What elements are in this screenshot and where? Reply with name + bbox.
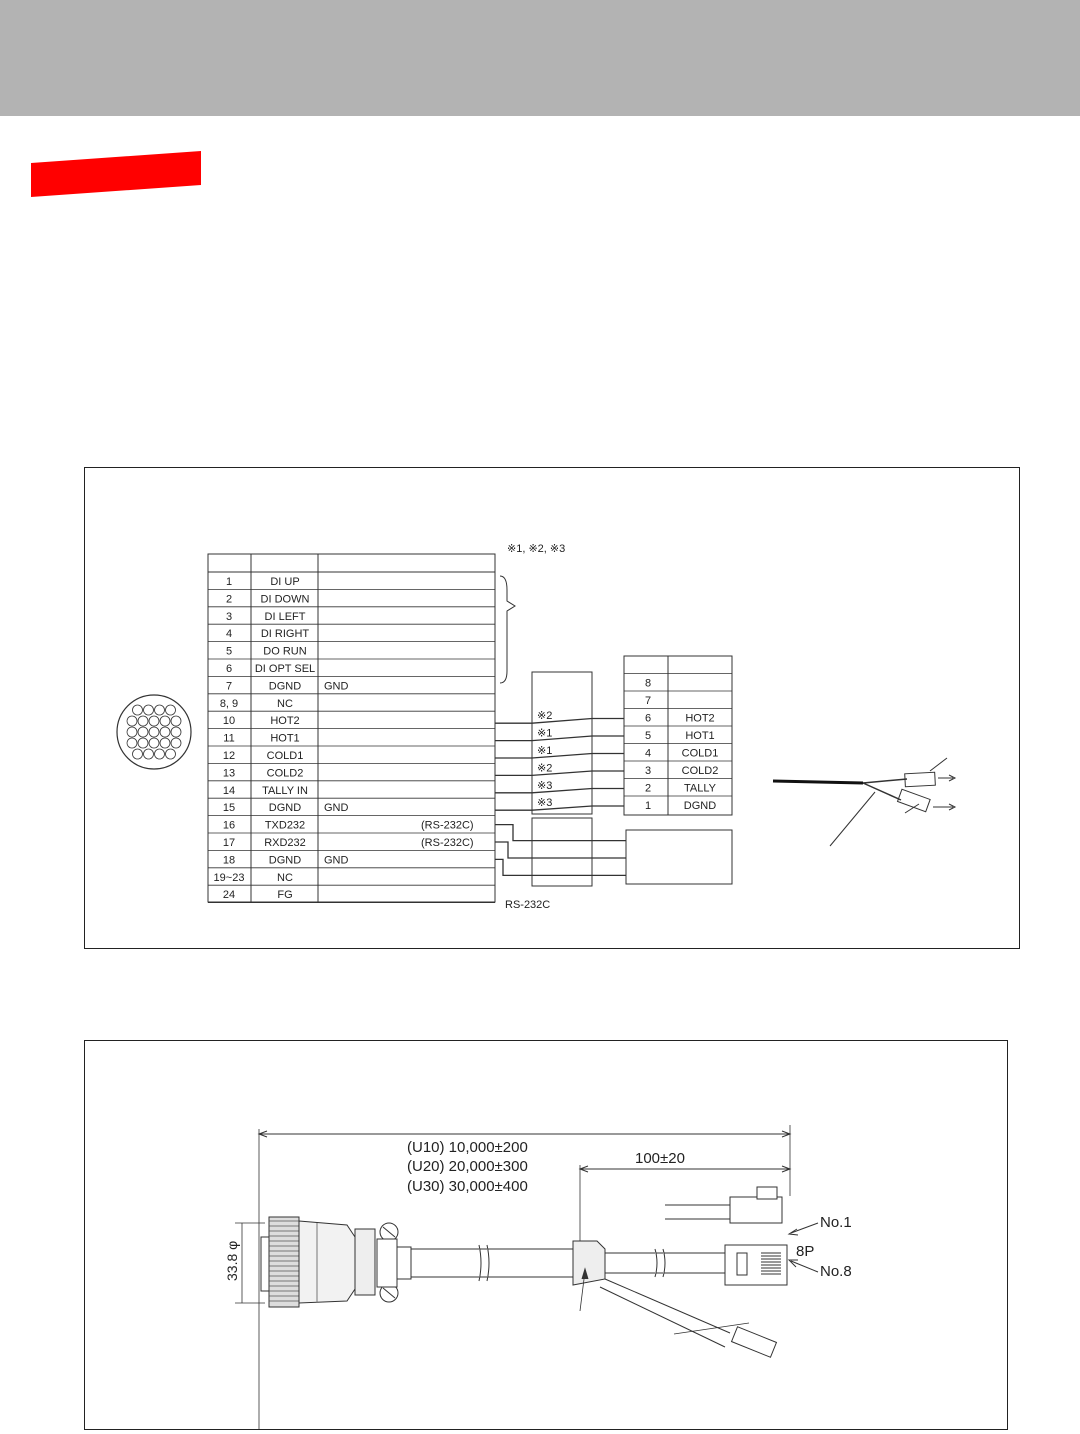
rj-pin-number: 2 <box>644 782 652 795</box>
rj-pin-signal: TALLY <box>684 782 716 795</box>
pin-number: 1 <box>225 576 233 588</box>
pin-number: 5 <box>225 645 233 658</box>
cable-drawing <box>85 1041 1007 1429</box>
header-band <box>0 0 1080 116</box>
pin-signal: DI OPT SEL <box>254 663 316 675</box>
circular-connector-icon <box>261 1217 411 1307</box>
pin-signal: COLD1 <box>266 750 304 762</box>
pin-note: GND <box>324 680 349 693</box>
rj-pin-number: 3 <box>644 765 652 777</box>
wire-mark: ※3 <box>537 779 553 792</box>
pinout-diagram <box>85 468 1019 948</box>
split-cable-icon <box>773 758 955 846</box>
rj-pin-number: 8 <box>644 677 652 690</box>
pin-signal: NC <box>277 697 293 710</box>
rj-pin-signal: HOT1 <box>685 730 715 742</box>
pin-number: 4 <box>225 628 233 641</box>
wire-mark: ※3 <box>537 797 553 810</box>
pin-number: 19~23 <box>213 871 245 884</box>
rj-pin-number: 6 <box>644 712 652 725</box>
pin-number: 24 <box>222 889 236 902</box>
pin-number: 13 <box>222 767 236 780</box>
rj-pin-signal: COLD2 <box>681 765 719 777</box>
rj-branch-cable <box>605 1187 787 1285</box>
pin-signal: DGND <box>268 854 302 867</box>
rs232-terminal-box <box>626 830 732 884</box>
pin-no8-label: No.8 <box>820 1263 852 1280</box>
pin-signal: TXD232 <box>264 819 306 832</box>
pinout-diagram-panel <box>84 467 1020 949</box>
rs232-label: RS-232C <box>505 899 551 911</box>
pin-number: 12 <box>222 750 236 762</box>
pin-signal: RXD232 <box>264 837 306 849</box>
pin-note: GND <box>324 802 349 815</box>
wire-mark: ※2 <box>537 762 553 775</box>
pin-signal: DI DOWN <box>260 593 310 606</box>
rj-pin-signal: COLD1 <box>681 747 719 760</box>
rj-pin-signal: DGND <box>683 800 717 812</box>
pin-number: 16 <box>222 819 236 832</box>
rj-pin-number: 7 <box>644 695 652 707</box>
pin-number: 6 <box>225 663 233 675</box>
pin-signal: HOT2 <box>270 715 300 728</box>
pin-number: 14 <box>222 784 236 797</box>
pin-no1-label: No.1 <box>820 1214 852 1231</box>
rj-pin-number: 1 <box>644 800 652 812</box>
length-u10: (U10) 10,000±200 <box>407 1139 528 1156</box>
pin-signal: DI LEFT <box>264 610 306 623</box>
branch-length: 100±20 <box>635 1150 685 1167</box>
pin-count-label: 8P <box>796 1243 815 1260</box>
24-pin-circular-connector-icon <box>117 695 191 769</box>
rj-pin-number: 5 <box>644 730 652 742</box>
pin-signal: COLD2 <box>266 767 304 780</box>
pin-note: GND <box>324 854 349 867</box>
red-label-tag <box>31 151 201 197</box>
main-cable <box>411 1241 605 1285</box>
pin-signal: NC <box>277 871 293 884</box>
pin-signal: DI UP <box>270 576 300 588</box>
length-u30: (U30) 30,000±400 <box>407 1178 528 1195</box>
pin-number: 3 <box>225 610 233 623</box>
connector-pin-table <box>208 554 495 903</box>
lower-branch-cable <box>600 1279 776 1357</box>
wire-mark: ※2 <box>537 710 553 723</box>
rj-pin-table <box>624 656 732 815</box>
pin-signal: DI RIGHT <box>260 628 310 641</box>
pin-signal: FG <box>277 889 293 902</box>
pin-number: 7 <box>225 680 233 693</box>
notes-label: ※1, ※2, ※3 <box>507 543 566 555</box>
pin-signal: HOT1 <box>270 732 300 745</box>
pin-signal: TALLY IN <box>262 784 308 797</box>
pin-number: 10 <box>222 715 236 728</box>
pin-number: 11 <box>223 732 235 745</box>
wire-mark: ※1 <box>537 727 553 740</box>
pin-number: 17 <box>222 837 236 849</box>
diameter-label: 33.8 φ <box>224 1240 240 1281</box>
cable-dimension-panel <box>84 1040 1008 1430</box>
pin-number: 18 <box>222 854 236 867</box>
wire-mark: ※1 <box>537 745 553 757</box>
pin-number: 15 <box>222 802 236 815</box>
pin-signal: DGND <box>268 802 302 815</box>
pin-number: 8, 9 <box>219 697 239 710</box>
rj-pin-signal: HOT2 <box>685 712 715 725</box>
pin-signal: DO RUN <box>263 645 307 658</box>
pin-interface: (RS-232C) <box>421 837 474 849</box>
pin-interface: (RS-232C) <box>421 819 474 832</box>
rj-pin-number: 4 <box>644 747 652 760</box>
pin-signal: DGND <box>268 680 302 693</box>
pin-number: 2 <box>225 593 233 606</box>
length-u20: (U20) 20,000±300 <box>407 1158 528 1175</box>
